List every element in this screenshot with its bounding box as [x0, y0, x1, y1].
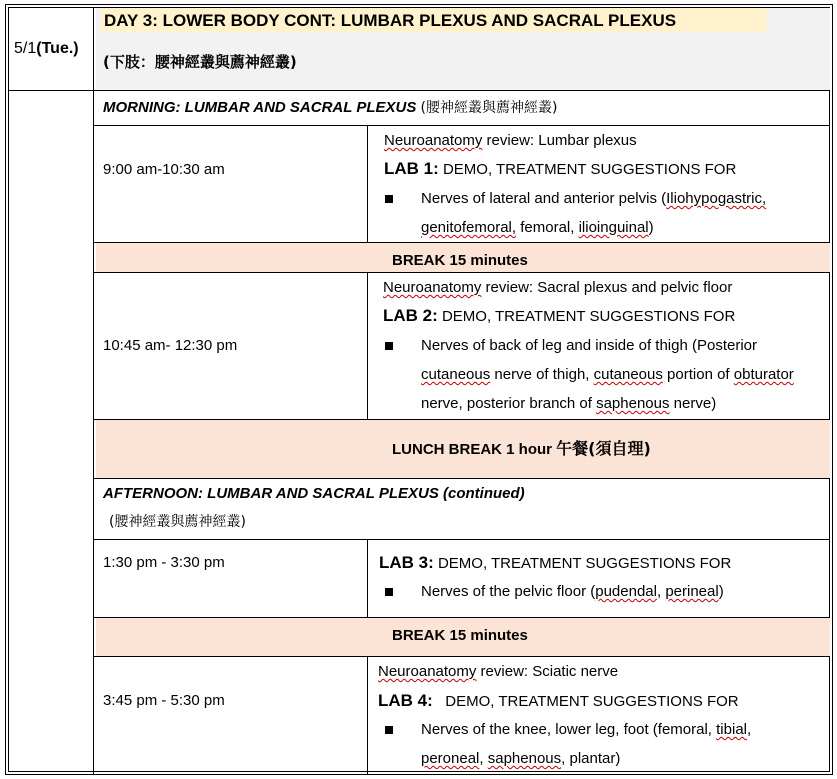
session3-lab: LAB 3: DEMO, TREATMENT SUGGESTIONS FOR	[379, 553, 732, 572]
lunch-label: LUNCH BREAK 1 hour 午餐(須自理)	[392, 439, 651, 458]
time-column-divider	[367, 656, 368, 775]
session3-nerves-line1: Nerves of the pelvic floor (pudendal, perineal)	[421, 583, 724, 600]
session1-nerves-line2: genitofemoral, femoral, ilioinguinal)	[421, 219, 654, 236]
bullet-icon	[385, 342, 393, 350]
schedule-frame	[5, 4, 833, 775]
session4-time: 3:45 pm - 5:30 pm	[103, 692, 225, 709]
header-bottom-rule	[8, 90, 830, 91]
session1-lab: LAB 1: DEMO, TREATMENT SUGGESTIONS FOR	[384, 159, 737, 178]
session2-lab: LAB 2: DEMO, TREATMENT SUGGESTIONS FOR	[383, 306, 736, 325]
session3-time: 1:30 pm - 3:30 pm	[103, 554, 225, 571]
session2-review: Neuroanatomy review: Sacral plexus and pelvic floor	[383, 279, 733, 296]
session2-nerves-line1: Nerves of back of leg and inside of thigh (Posterior	[421, 337, 758, 354]
session1-nerves-line1: Nerves of lateral and anterior pelvis (Iliohypogastric,	[421, 190, 767, 207]
date-label: 5/1(Tue.)	[14, 40, 79, 57]
page-title: DAY 3: LOWER BODY CONT: LUMBAR PLEXUS AND SACRAL PLEXUS	[104, 11, 677, 30]
rule	[93, 419, 830, 420]
time-column-divider	[367, 272, 368, 419]
session1-review: Neuroanatomy review: Lumbar plexus	[384, 132, 637, 149]
page-subtitle: (下肢：腰神經叢與薦神經叢)	[103, 53, 297, 71]
bullet-icon	[385, 726, 393, 734]
rule	[93, 539, 830, 540]
rule	[93, 656, 830, 657]
session2-nerves-line2: cutaneous nerve of thigh, cutaneous portion of obturator	[421, 366, 794, 383]
rule	[93, 242, 830, 243]
session4-nerves-line2: peroneal, saphenous, plantar)	[421, 750, 621, 767]
session4-review: Neuroanatomy review: Sciatic nerve	[378, 663, 619, 680]
time-column-divider	[367, 125, 368, 242]
rule	[93, 125, 830, 126]
rule	[93, 478, 830, 479]
rule	[93, 272, 830, 273]
afternoon-heading: AFTERNOON: LUMBAR AND SACRAL PLEXUS (continued)	[103, 485, 525, 502]
bullet-icon	[385, 195, 393, 203]
date-column-divider	[93, 8, 94, 775]
afternoon-heading-zh: (腰神經叢與薦神經叢)	[109, 514, 246, 530]
session2-time: 10:45 am- 12:30 pm	[103, 337, 238, 354]
session4-lab: LAB 4: DEMO, TREATMENT SUGGESTIONS FOR	[378, 691, 739, 710]
time-column-divider	[367, 539, 368, 617]
session2-nerves-line3: nerve, posterior branch of saphenous nerve)	[421, 395, 717, 412]
bullet-icon	[385, 588, 393, 596]
break1-label: BREAK 15 minutes	[392, 252, 528, 269]
morning-heading: MORNING: LUMBAR AND SACRAL PLEXUS (腰神經叢與薦神經叢)	[103, 99, 558, 116]
break2-label: BREAK 15 minutes	[392, 627, 528, 644]
rule	[93, 617, 830, 618]
session1-time: 9:00 am-10:30 am	[103, 161, 225, 178]
session4-nerves-line1: Nerves of the knee, lower leg, foot (femoral, tibial,	[421, 721, 752, 738]
